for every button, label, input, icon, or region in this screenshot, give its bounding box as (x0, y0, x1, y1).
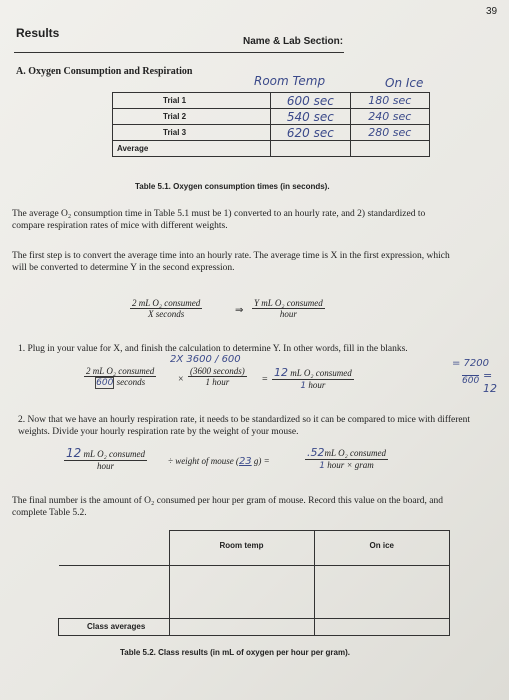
room-temp-blank (169, 565, 314, 618)
fraction-denominator: 1 hour (205, 377, 230, 387)
handwritten-seconds-value: 600 (96, 378, 114, 388)
equation-2-fraction-3 (272, 366, 354, 391)
fraction-denominator: 600 seconds (96, 377, 146, 388)
on-ice-blank (314, 565, 450, 618)
handwritten-result-2: 600 (462, 376, 480, 386)
room-temp-cell: 540 sec (271, 109, 351, 125)
implies-arrow: ⇒ (235, 305, 244, 316)
equals-sign: = (262, 374, 268, 385)
handwritten-mouse-weight: 23 (238, 456, 252, 467)
room-temp-cell: 620 sec (271, 125, 351, 141)
room-temp-handwritten-header: Room Temp (254, 74, 326, 88)
empty-corner-cell (59, 531, 170, 566)
section-a-title: A. Oxygen Consumption and Respiration (16, 66, 193, 77)
fraction-numerator: .52mL O₂ consumed (307, 446, 386, 459)
average-label: Average (113, 141, 271, 157)
table-5-2 (58, 530, 450, 636)
paragraph-first-step: The first step is to convert the average time into an hourly rate. The average time is X in the first expression, which will be converted to determine Y in the second expression. (12, 251, 450, 273)
fraction-numerator: 12 mL O₂ consumed (274, 366, 352, 379)
fraction-denominator: X seconds (147, 309, 185, 319)
step-1-instruction: 1. Plug in your value for X, and finish the calculation to determine Y. In other words, fill in the blanks. (18, 344, 408, 354)
equation-1-left-fraction (130, 298, 202, 319)
room-temp-header: Room temp (169, 531, 314, 566)
on-ice-avg-cell (314, 618, 450, 635)
results-heading: Results (16, 26, 60, 40)
average-room-cell (271, 141, 351, 157)
fraction-denominator: 1 hour × gram (319, 460, 374, 471)
average-ice-cell (350, 141, 429, 157)
paragraph-intro: The average O₂ consumption time in Table 5.1 must be 1) converted to an hourly rate, and 2) standardized to compare respiration rates of mice with different weights. (12, 209, 426, 231)
table-5-2-caption: Table 5.2. Class results (in mL of oxygen per hour per gram). (120, 648, 350, 657)
handwritten-hourly-rate-2: 12 (66, 446, 82, 460)
trial-label: Trial 2 (113, 109, 271, 125)
equation-3-fraction-1 (64, 446, 147, 471)
equation-1-right-fraction (252, 298, 325, 319)
table-row (59, 531, 450, 566)
class-averages-label: Class averages (59, 618, 170, 635)
table-5-1 (112, 92, 430, 157)
room-temp-avg-cell (169, 618, 314, 635)
page-number: 39 (486, 6, 498, 17)
handwritten-hourly-rate: 12 (274, 366, 288, 379)
on-ice-handwritten-header: On Ice (385, 76, 424, 90)
table-row (59, 618, 450, 635)
fraction-numerator: 12 mL O₂ consumed (66, 446, 145, 460)
fraction-numerator: Y mL O₂ consumed (254, 298, 323, 308)
fraction-numerator: (3600 seconds) (190, 366, 245, 376)
spacer-cell (59, 565, 170, 618)
handwritten-final-rate: .52 (307, 446, 325, 459)
equation-3-fraction-2 (305, 446, 388, 471)
table-row (113, 141, 430, 157)
equation-2-fraction-1 (84, 366, 156, 388)
divide-by-weight-text: ÷ weight of mouse (23 g) = (168, 456, 270, 467)
name-lab-label: Name & Lab Section: (243, 36, 344, 47)
trial-label: Trial 1 (113, 93, 271, 109)
fraction-denominator: 1 hour (300, 380, 326, 391)
step-2-instruction: 2. Now that we have an hourly respiration rate, it needs to be standardized so it can be compared to mice with different weights. Divide your hourly respiration rate by the weight of your mouse. (18, 415, 470, 437)
fraction-numerator: 2 mL O₂ consumed (132, 298, 201, 308)
fraction-denominator: hour (96, 461, 114, 471)
handwritten-result-3: = 12 (483, 369, 497, 395)
times-sign: × (178, 374, 184, 385)
equation-2-fraction-2 (188, 366, 247, 387)
on-ice-cell: 240 sec (350, 109, 429, 125)
table-row (113, 125, 430, 141)
header-rule (14, 52, 344, 53)
handwritten-one: 1 (300, 381, 307, 391)
on-ice-header: On ice (314, 531, 450, 566)
handwritten-one: 1 (319, 461, 325, 471)
table-row (113, 93, 430, 109)
table-5-1-caption: Table 5.1. Oxygen consumption times (in seconds). (135, 182, 330, 191)
table-row (59, 565, 450, 618)
on-ice-cell: 280 sec (350, 125, 429, 141)
room-temp-cell: 600 sec (271, 93, 351, 109)
fraction-numerator: 2 mL O₂ consumed (86, 366, 155, 376)
table-row (113, 109, 430, 125)
handwritten-result-1: = 7200 (452, 358, 490, 369)
fraction-denominator: hour (279, 309, 297, 319)
paragraph-final-number: The final number is the amount of O₂ consumed per hour per gram of mouse. Record this value on the board, and complete Table 5.2. (12, 496, 443, 518)
on-ice-cell: 180 sec (350, 93, 429, 109)
handwritten-calc-top: 2X 3600 / 600 (170, 354, 241, 365)
trial-label: Trial 3 (113, 125, 271, 141)
